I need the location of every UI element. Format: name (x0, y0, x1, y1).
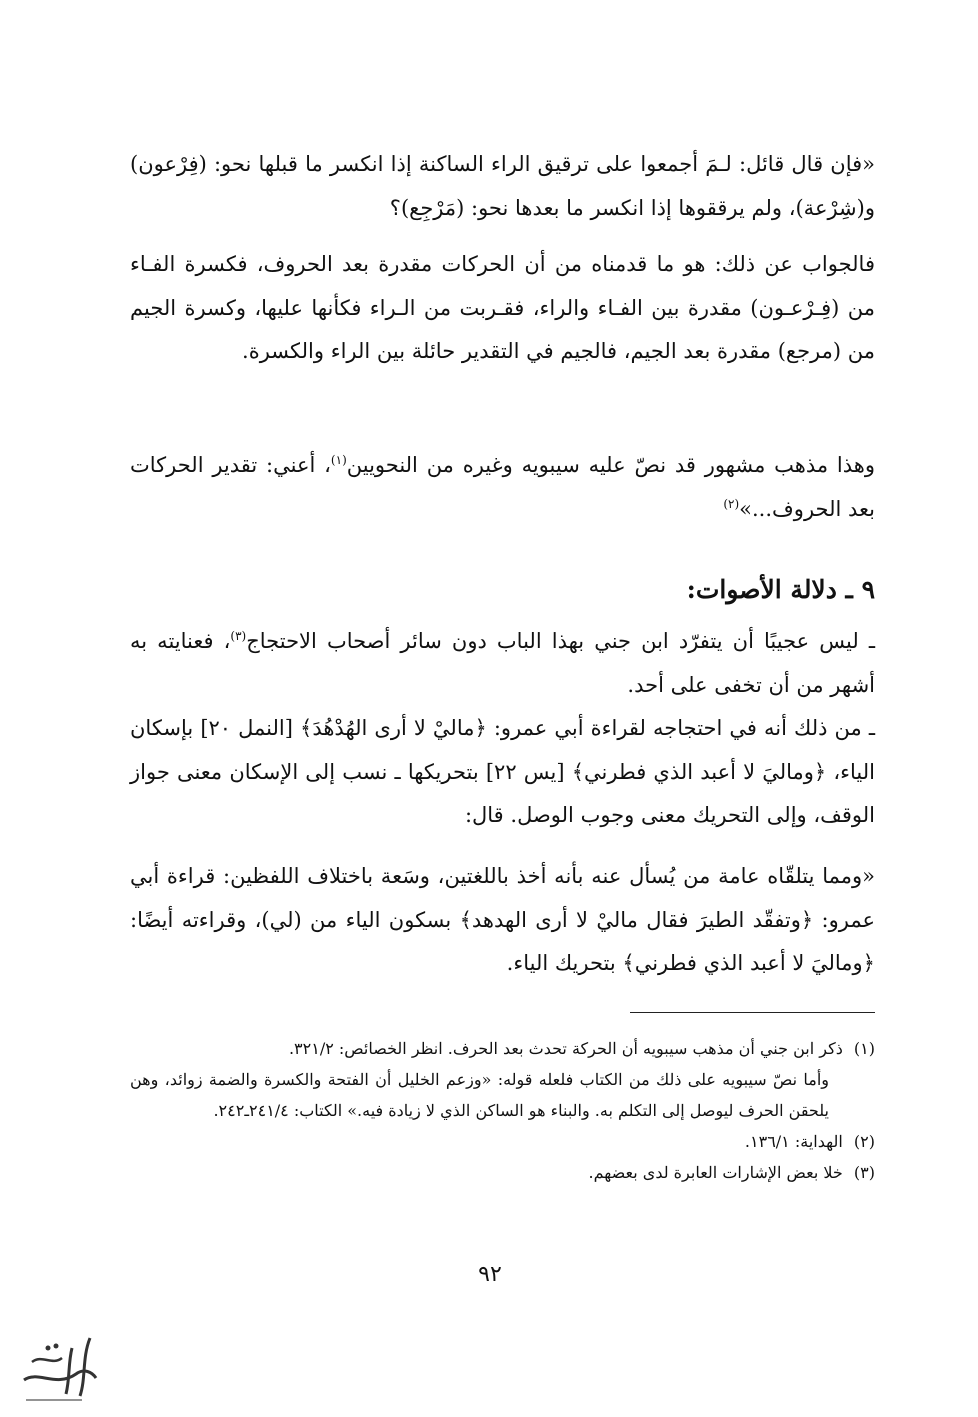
paragraph-madhhab (130, 444, 875, 531)
footnote-3-text: خلا بعض الإشارات العابرة لدى بعضهم. (588, 1163, 843, 1182)
paragraph-quote: «ومما يتلقّاه عامة من يُسأل عنه بأنه أخذ باللغتين، وسَعة باختلاف اللفظين: قراءة أبي عمرو: ﴿وتفقّد الطيرَ فقال ماليْ لا أرى الهدهد﴾ بسكون الياء من (لي)، وقراءته أيضًا: ﴿وماليَ لا أعبد الذي فطرني﴾ بتحريك الياء. (130, 864, 875, 975)
footnote-1-line-1: ذكر ابن جني أن مذهب سيبويه أن الحركة تحدث بعد الحرف. انظر الخصائص: ٣٢١/٢. (288, 1039, 843, 1058)
section-para-1 (130, 620, 875, 707)
footnote-2-number: (٢) (853, 1132, 875, 1151)
footnote-1 (130, 1033, 875, 1064)
section-para-1-text: ـ ليس عجيبًا أن يتفرّد ابن جني بهذا الباب دون سائر أصحاب الاحتجاج (246, 629, 875, 653)
section-body (130, 620, 875, 838)
footnote-1-number: (١) (853, 1039, 875, 1058)
section-heading: ٩ ـ دلالة الأصوات: (686, 575, 875, 604)
calligraphy-stamp-logo (12, 1318, 102, 1408)
paragraph-question: «فإن قال قائل: لـمَ أجمعوا على ترقيق الراء الساكنة إذا انكسر ما قبلها نحو: (فِرْعون) و(شِرْعة)، ولم يرققوها إذا انكسر ما بعدها نحو: (مَرْجِع)؟ (130, 152, 875, 220)
footnote-2 (130, 1126, 875, 1157)
footnote-2-text: الهداية: ١٣٦/١. (744, 1132, 843, 1151)
quote-paragraph-1 (130, 143, 875, 230)
paragraph-answer: فالجواب عن ذلك: هو ما قدمناه من أن الحركات مقدرة بعد الحروف، فكسرة الفـاء من (فِـرْعـون) مقدرة بين الفـاء والراء، فقـربت من الـراء فكأنها عليها، وكسرة الجيم من (مرجع) مقدرة بعد الجيم، فالجيم في التقدير حائلة بين الراء والكسرة. (130, 252, 875, 363)
footnote-ref-1: (١) (330, 453, 347, 467)
footnote-1-continuation: وأما نصّ سيبويه على ذلك من الكتاب فلعله قوله: «وزعم الخليل أن الفتحة والكسرة والضمة زوائد، وهن يلحقن الحرف ليوصل إلى التكلم به. والبناء هو الساكن الذي لا زيادة فيه.» الكتاب: ٢٤١/٤ـ٢٤٢. (130, 1070, 829, 1120)
quote-paragraph-2 (130, 855, 875, 986)
madhhab-text: وهذا مذهب مشهور قد نصّ عليه سيبويه وغيره من النحويين (346, 453, 875, 477)
footnote-ref-3: (٣) (230, 629, 247, 643)
madhhab-paragraph (130, 444, 875, 531)
section-para-1-tail: ، فعنايته به أشهر من أن تخفى على أحد. (130, 629, 875, 697)
answer-paragraph (130, 243, 875, 374)
page-number: ٩٢ (478, 1262, 502, 1287)
footnote-ref-2: (٢) (723, 496, 740, 511)
footnote-3-number: (٣) (853, 1163, 875, 1182)
footnote-3 (130, 1157, 875, 1188)
footnote-divider (630, 1012, 875, 1013)
madhhab-tail: ، أعني: تقدير الحركات بعد الحروف...» (130, 453, 875, 521)
footnotes (130, 1033, 875, 1188)
section-para-2: ـ من ذلك أنه في احتجاجه لقراءة أبي عمرو: ﴿ماليْ لا أرى الهُدْهُدَ﴾ [النمل ٢٠] بإسكان الياء، ﴿وماليَ لا أعبد الذي فطرني﴾ [يس ٢٢] بتحريكها ـ نسب إلى الإسكان معنى جواز الوقف، وإلى التحريك معنى وجوب الوصل. قال: (130, 716, 875, 827)
